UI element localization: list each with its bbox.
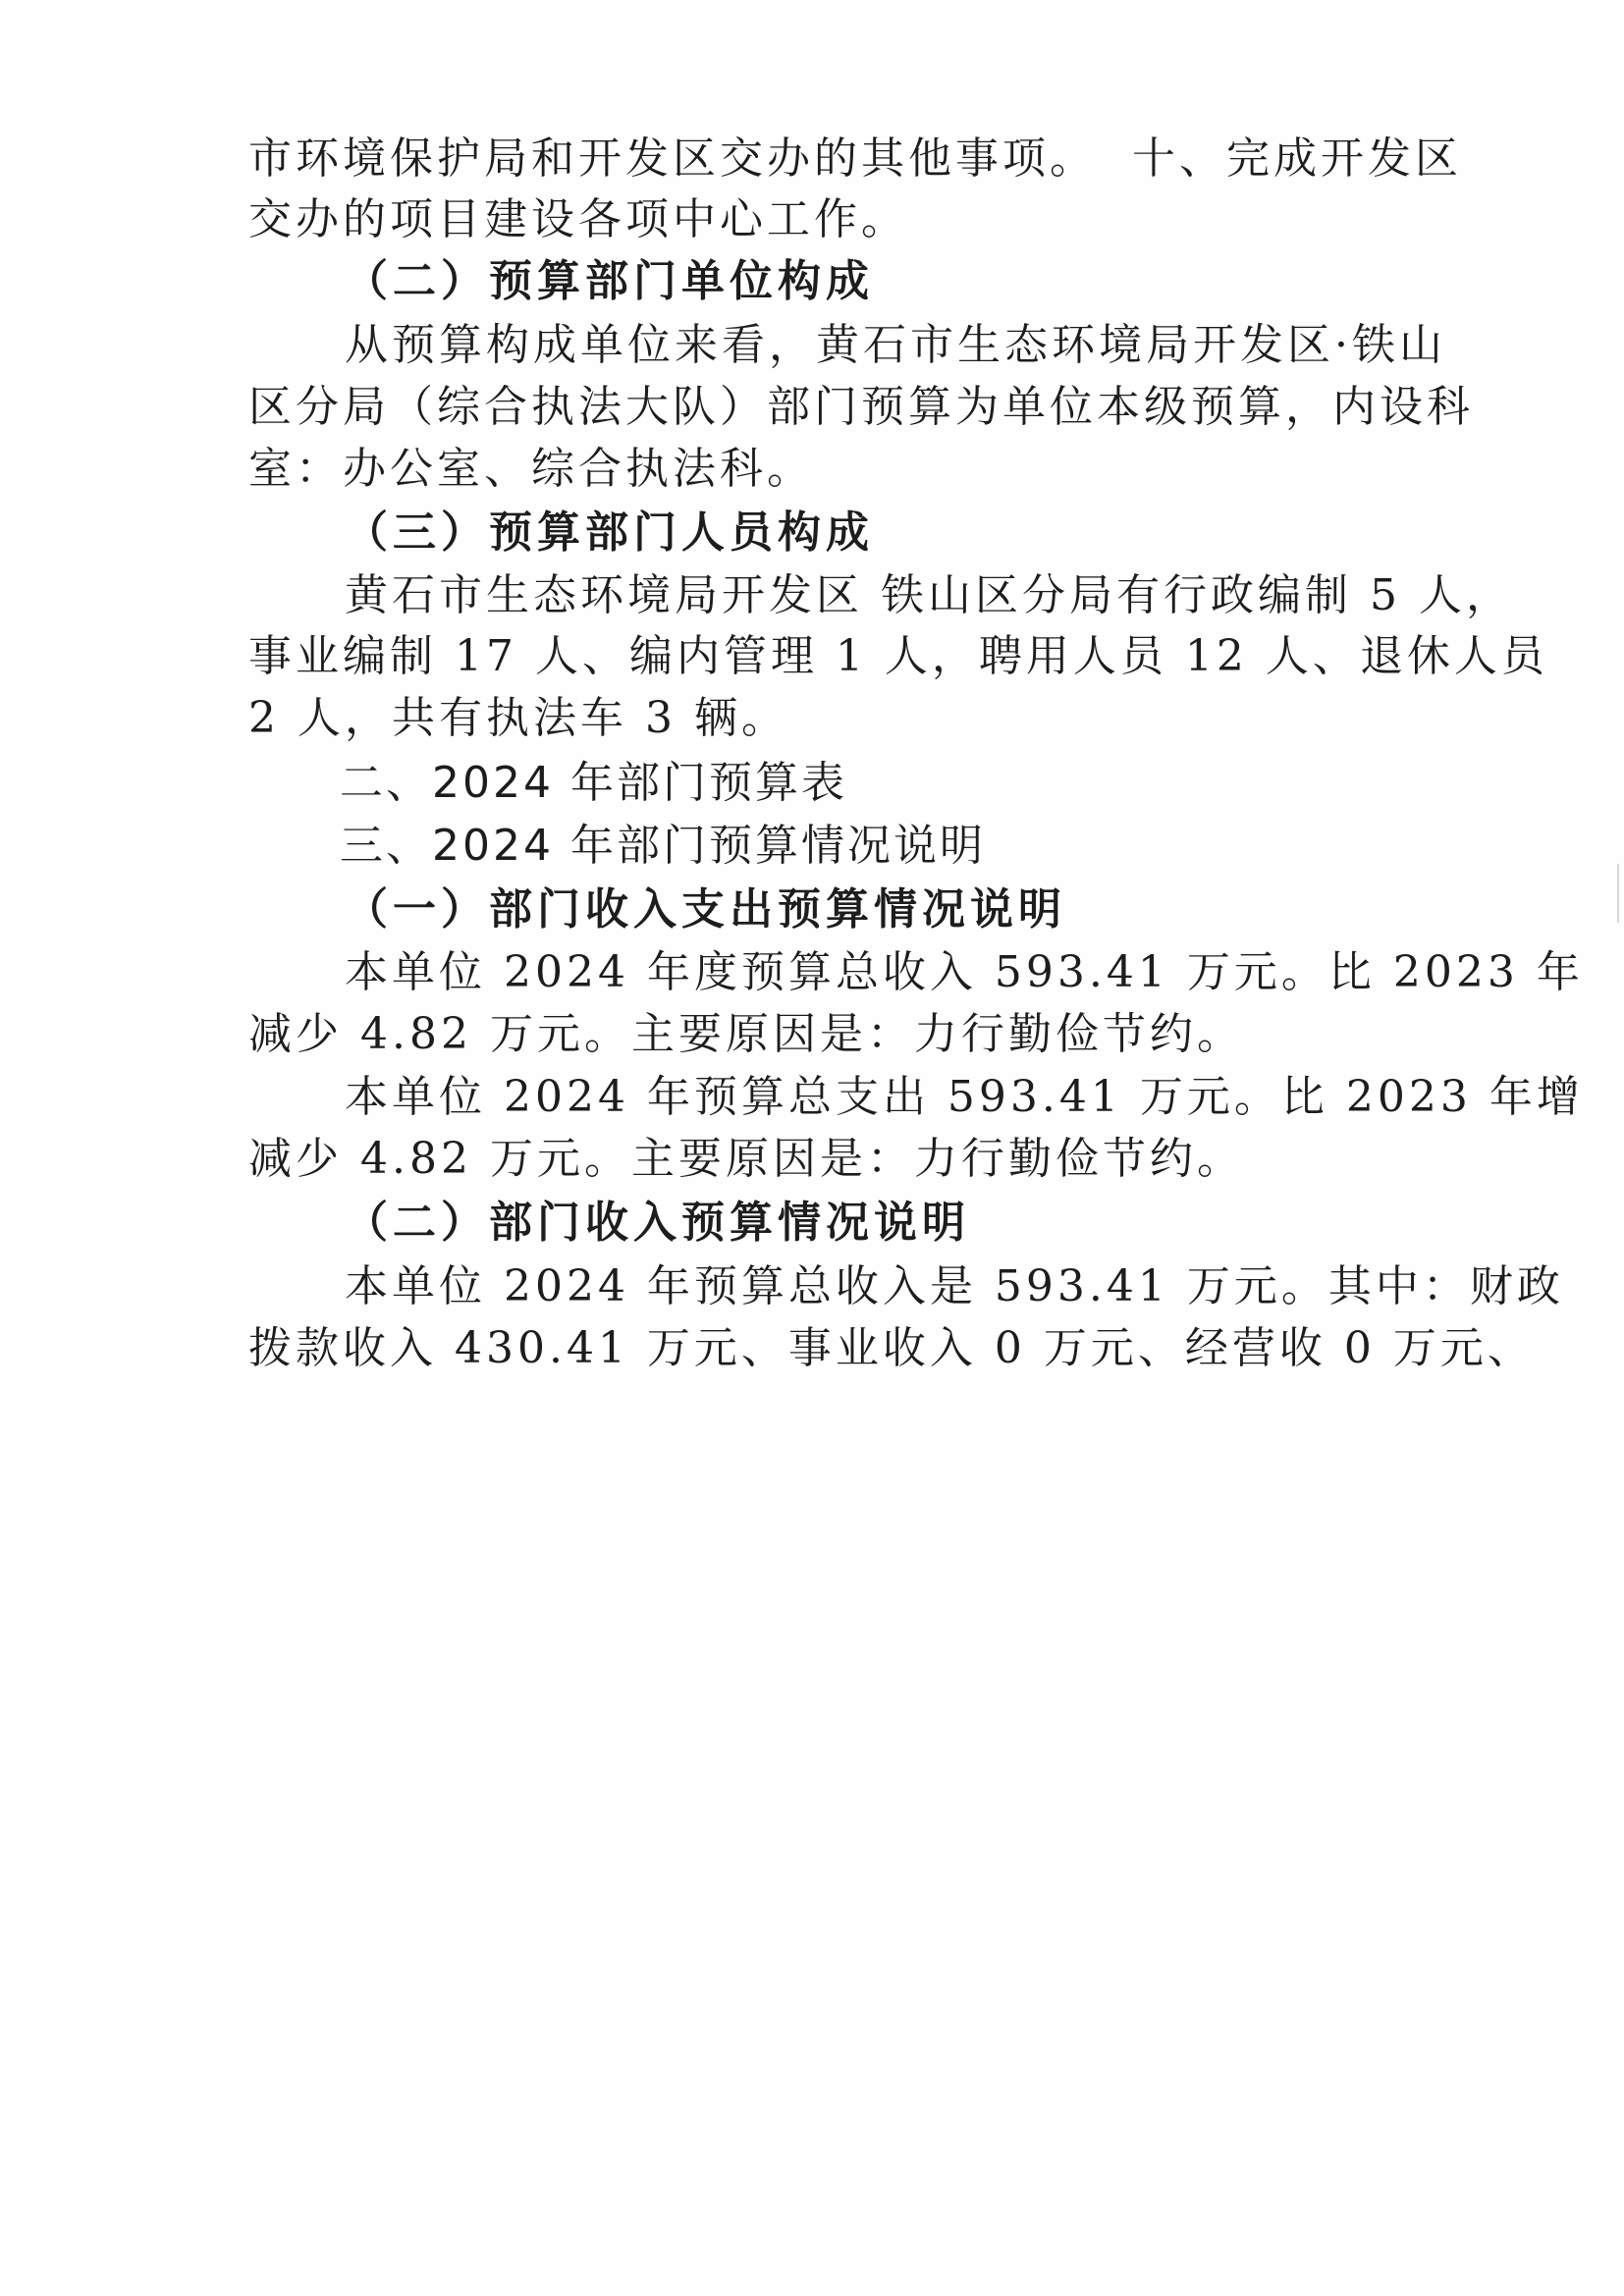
section-heading-staff-composition: （三）预算部门人员构成	[345, 507, 874, 558]
chapter-heading-budget-tables: 二、2024 年部门预算表	[340, 758, 847, 808]
body-text-line: 区分局（综合执法大队）部门预算为单位本级预算，内设科	[248, 382, 1474, 432]
body-text-line: 减少 4.82 万元。主要原因是：力行勤俭节约。	[248, 1009, 1244, 1059]
section-heading-unit-composition: （二）预算部门单位构成	[345, 256, 874, 306]
body-text-line: 市环境保护局和开发区交办的其他事项。 十、完成开发区	[248, 133, 1462, 184]
body-text-line: 拨款收入 430.41 万元、事业收入 0 万元、经营收 0 万元、	[248, 1323, 1535, 1373]
body-text-line: 2 人，共有执法车 3 辆。	[248, 693, 788, 743]
body-text-line: 黄石市生态环境局开发区 铁山区分局有行政编制 5 人，	[345, 570, 1513, 620]
body-text-line: 本单位 2024 年度预算总收入 593.41 万元。比 2023 年	[345, 947, 1584, 997]
body-text-line: 本单位 2024 年预算总支出 593.41 万元。比 2023 年增	[345, 1072, 1584, 1122]
chapter-heading-budget-explanation: 三、2024 年部门预算情况说明	[340, 821, 986, 871]
body-text-line: 本单位 2024 年预算总收入是 593.41 万元。其中：财政	[345, 1261, 1564, 1311]
section-heading-income-expenditure: （一）部门收入支出预算情况说明	[345, 884, 1066, 934]
body-text-line: 交办的项目建设各项中心工作。	[248, 194, 908, 244]
body-text-line: 室：办公室、综合执法科。	[248, 444, 814, 494]
section-heading-income: （二）部门收入预算情况说明	[345, 1198, 970, 1248]
scan-edge-mark	[1617, 864, 1619, 923]
body-text-line: 事业编制 17 人、编内管理 1 人，聘用人员 12 人、退休人员	[248, 631, 1548, 681]
body-text-line: 减少 4.82 万元。主要原因是：力行勤俭节约。	[248, 1134, 1244, 1184]
body-text-line: 从预算构成单位来看，黄石市生态环境局开发区·铁山	[345, 320, 1446, 370]
